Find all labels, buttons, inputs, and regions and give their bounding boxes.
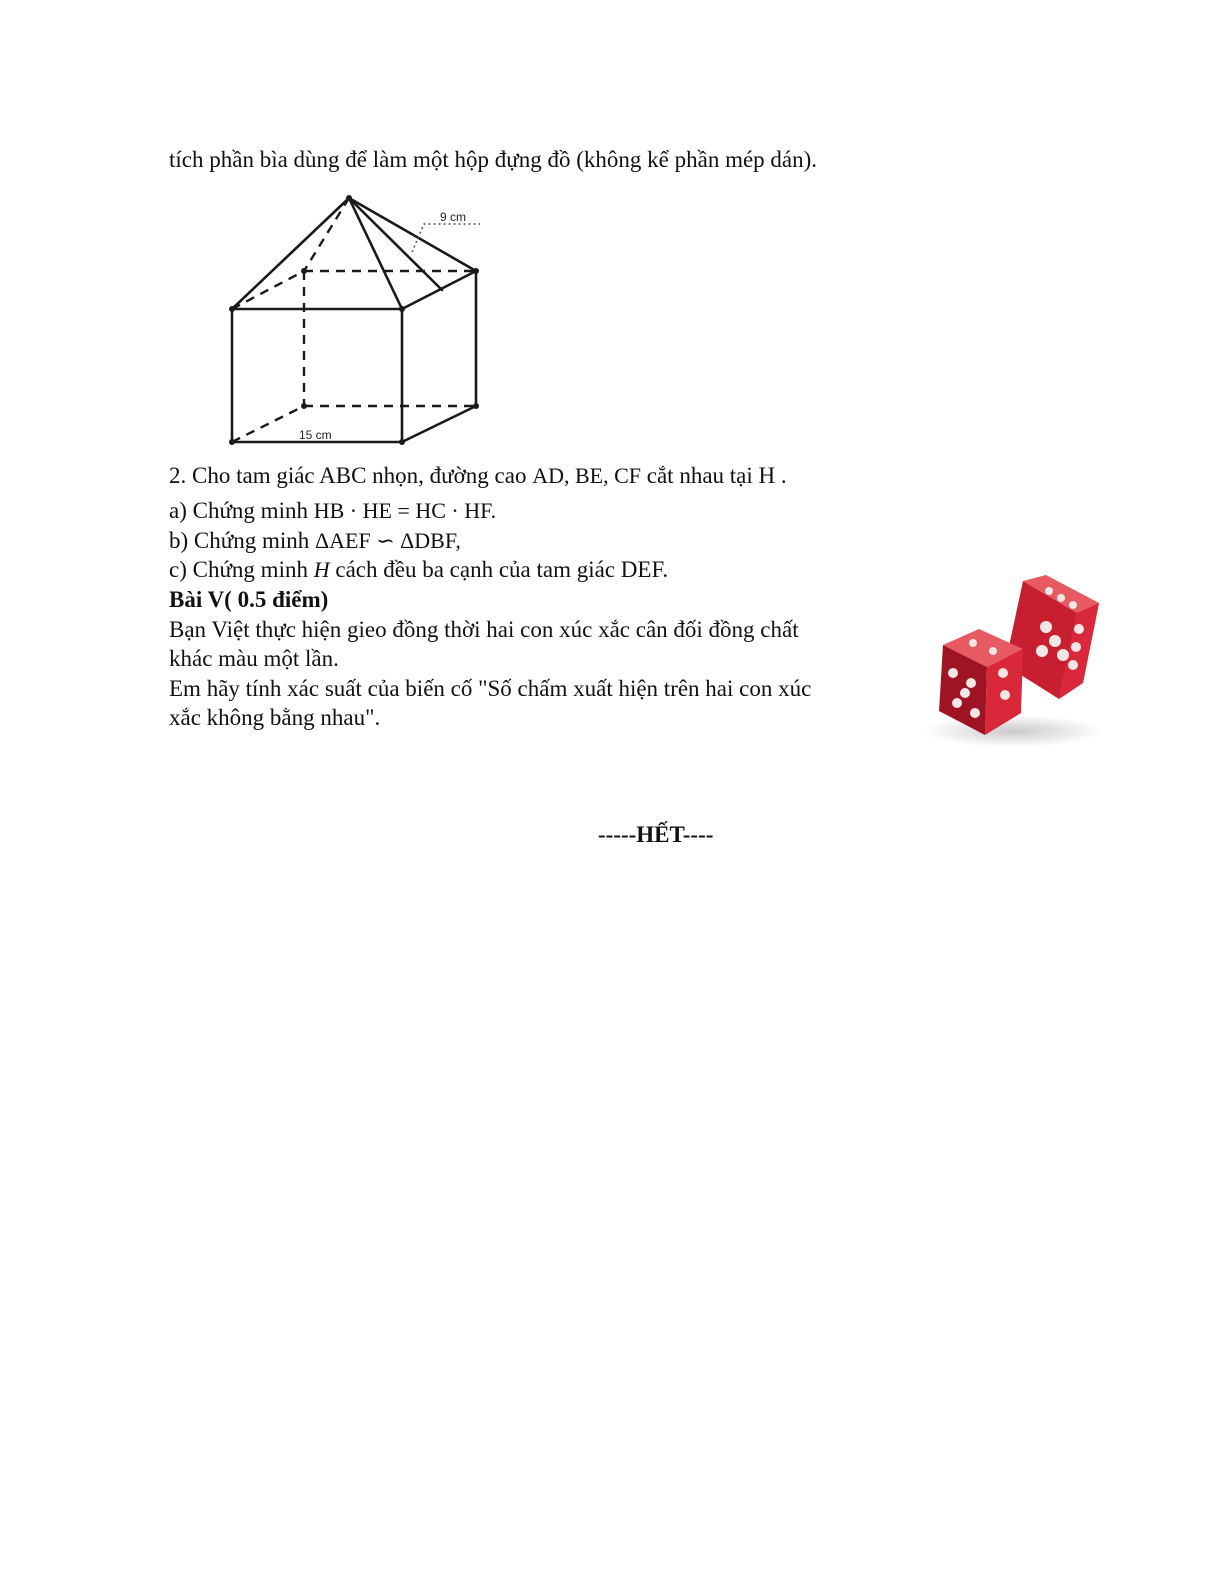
part-c-rest: cách đều ba cạnh của tam giác DEF.	[335, 557, 669, 582]
base-length-label: 15 cm	[299, 428, 332, 442]
problem2-statement	[169, 462, 787, 490]
part-c-math: H	[313, 557, 330, 582]
bai5-title: Bài V( 0.5 điểm)	[169, 587, 329, 612]
intro-line: tích phần bìa dùng để làm một hộp đựng đồ (không kể phần mép dán).	[169, 147, 818, 172]
end-mark: -----HẾT----	[598, 822, 714, 847]
problem2-part-a	[169, 497, 496, 525]
part-c-prefix: c) Chứng minh	[169, 557, 308, 582]
problem2-part-b	[169, 527, 461, 555]
part-a-math: HB · HE = HC · HF	[313, 498, 491, 523]
part-b-prefix: b) Chứng minh	[169, 528, 310, 553]
bai5-line2: khác màu một lần.	[169, 646, 339, 671]
part-b-math: ΔAEF ∽ ΔDBF	[315, 528, 456, 553]
box-pyramid-figure	[222, 188, 492, 450]
bai5-line3: Em hãy tính xác suất của biến cố "Số chấm xuất hiện trên hai con xúc	[169, 676, 812, 701]
part-a-end: .	[490, 498, 497, 523]
problem2-heights-math: AD, BE, CF	[532, 463, 642, 488]
problem2-text-after: cắt nhau tại H .	[646, 463, 787, 488]
problem2-number: 2.	[169, 463, 187, 488]
dice-image	[913, 543, 1135, 759]
bai5-line1: Bạn Việt thực hiện gieo đồng thời hai con xúc xắc cân đối đồng chất	[169, 617, 799, 642]
slant-height-label: 9 cm	[440, 210, 467, 224]
bai5-line4: xắc không bằng nhau".	[169, 705, 381, 730]
problem2-part-c	[169, 556, 668, 584]
part-b-end: ,	[455, 528, 461, 553]
part-a-prefix: a) Chứng minh	[169, 498, 308, 523]
problem2-text-before: Cho tam giác ABC nhọn, đường cao	[192, 463, 527, 488]
